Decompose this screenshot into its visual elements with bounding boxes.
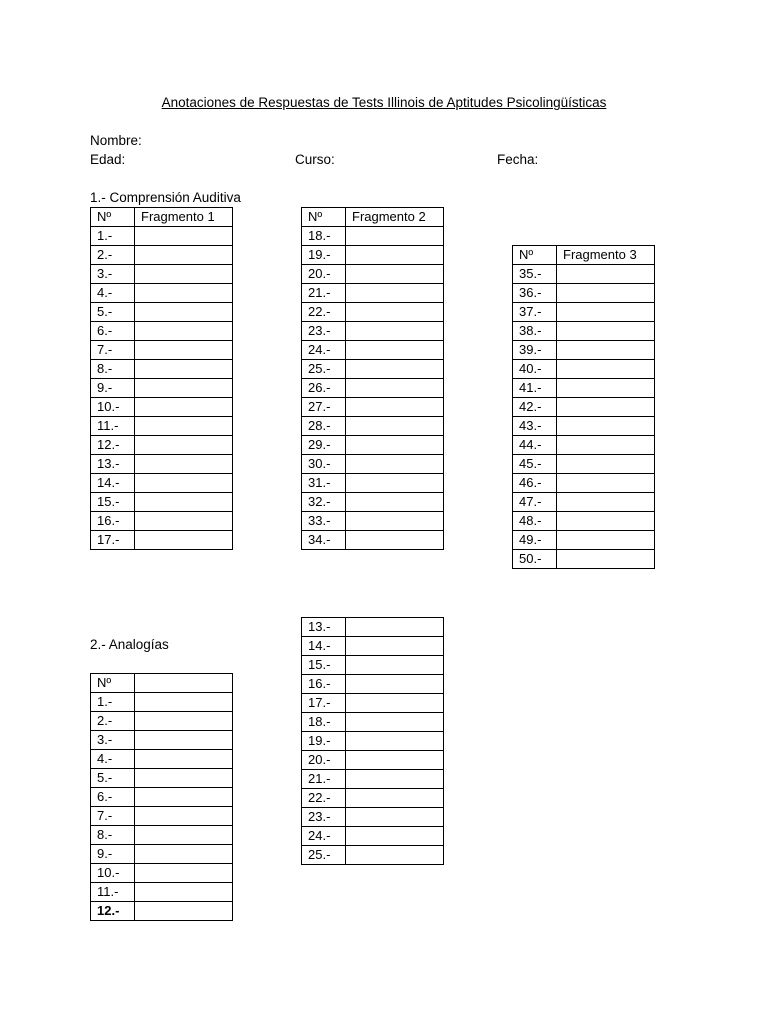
item-number-cell: 17.- bbox=[91, 531, 135, 550]
answer-cell[interactable] bbox=[557, 455, 655, 474]
table-row bbox=[302, 398, 444, 417]
answer-cell[interactable] bbox=[135, 379, 233, 398]
table-row bbox=[302, 265, 444, 284]
table-row bbox=[91, 246, 233, 265]
table-row bbox=[91, 474, 233, 493]
answer-cell[interactable] bbox=[135, 360, 233, 379]
answer-cell[interactable] bbox=[346, 284, 444, 303]
item-number-cell: 27.- bbox=[302, 398, 346, 417]
table-row bbox=[302, 284, 444, 303]
answer-cell[interactable] bbox=[135, 246, 233, 265]
item-number-cell: 19.- bbox=[302, 732, 346, 751]
item-number-cell: 20.- bbox=[302, 265, 346, 284]
header-number-cell: Nº bbox=[91, 674, 135, 693]
item-number-cell: 5.- bbox=[91, 303, 135, 322]
item-number-cell: 35.- bbox=[513, 265, 557, 284]
table-row bbox=[302, 493, 444, 512]
answer-cell[interactable] bbox=[135, 284, 233, 303]
answer-cell[interactable] bbox=[346, 512, 444, 531]
answer-cell[interactable] bbox=[346, 846, 444, 865]
table-row bbox=[91, 788, 233, 807]
table-row bbox=[91, 807, 233, 826]
table-row bbox=[91, 845, 233, 864]
item-number-cell: 22.- bbox=[302, 789, 346, 808]
item-number-cell: 18.- bbox=[302, 227, 346, 246]
item-number-cell: 19.- bbox=[302, 246, 346, 265]
answer-cell[interactable] bbox=[135, 398, 233, 417]
table-row bbox=[91, 493, 233, 512]
section1-heading: 1.- Comprensión Auditiva bbox=[90, 190, 241, 205]
answer-cell[interactable] bbox=[557, 531, 655, 550]
answer-cell[interactable] bbox=[135, 731, 233, 750]
item-number-cell: 49.- bbox=[513, 531, 557, 550]
table-row bbox=[302, 618, 444, 637]
fragment3-table bbox=[512, 245, 655, 569]
table-row bbox=[513, 493, 655, 512]
item-number-cell: 12.- bbox=[91, 436, 135, 455]
item-number-cell: 17.- bbox=[302, 694, 346, 713]
analogias-table-a bbox=[90, 673, 233, 921]
fecha-label: Fecha: bbox=[497, 152, 539, 167]
item-number-cell: 10.- bbox=[91, 398, 135, 417]
item-number-cell: 45.- bbox=[513, 455, 557, 474]
table-row bbox=[91, 693, 233, 712]
answer-cell[interactable] bbox=[135, 807, 233, 826]
item-number-cell: 5.- bbox=[91, 769, 135, 788]
item-number-cell: 3.- bbox=[91, 265, 135, 284]
item-number-cell: 37.- bbox=[513, 303, 557, 322]
table-row bbox=[91, 512, 233, 531]
table-row bbox=[302, 379, 444, 398]
item-number-cell: 36.- bbox=[513, 284, 557, 303]
table-row bbox=[91, 769, 233, 788]
table-row bbox=[91, 826, 233, 845]
answer-cell[interactable] bbox=[346, 656, 444, 675]
item-number-cell: 24.- bbox=[302, 341, 346, 360]
table-row bbox=[302, 789, 444, 808]
item-number-cell: 50.- bbox=[513, 550, 557, 569]
item-number-cell: 22.- bbox=[302, 303, 346, 322]
table-row bbox=[302, 770, 444, 789]
answer-cell[interactable] bbox=[135, 474, 233, 493]
item-number-cell: 42.- bbox=[513, 398, 557, 417]
table-header-row bbox=[91, 674, 233, 693]
document-title: Anotaciones de Respuestas de Tests Illinois de Aptitudes Psicolingüísticas bbox=[161, 95, 607, 110]
table-row bbox=[302, 846, 444, 865]
answer-cell[interactable] bbox=[135, 512, 233, 531]
item-number-cell: 9.- bbox=[91, 845, 135, 864]
answer-cell[interactable] bbox=[135, 750, 233, 769]
table-row bbox=[513, 265, 655, 284]
answer-cell[interactable] bbox=[346, 789, 444, 808]
header-label-cell: Fragmento 3 bbox=[557, 246, 655, 265]
table-row bbox=[513, 398, 655, 417]
answer-cell[interactable] bbox=[346, 827, 444, 846]
item-number-cell: 15.- bbox=[91, 493, 135, 512]
table-row bbox=[302, 303, 444, 322]
answer-cell[interactable] bbox=[135, 493, 233, 512]
answer-cell[interactable] bbox=[346, 618, 444, 637]
table-row bbox=[513, 360, 655, 379]
table-row bbox=[513, 379, 655, 398]
analogias-table-b bbox=[301, 617, 444, 865]
fragment2-table bbox=[301, 207, 444, 550]
answer-cell[interactable] bbox=[557, 417, 655, 436]
answer-cell[interactable] bbox=[557, 284, 655, 303]
item-number-cell: 14.- bbox=[91, 474, 135, 493]
item-number-cell: 23.- bbox=[302, 808, 346, 827]
answer-cell[interactable] bbox=[346, 265, 444, 284]
table-row bbox=[513, 531, 655, 550]
answer-cell[interactable] bbox=[346, 732, 444, 751]
table-row bbox=[513, 455, 655, 474]
table-row bbox=[513, 341, 655, 360]
section2-heading: 2.- Analogías bbox=[90, 637, 169, 652]
answer-cell[interactable] bbox=[557, 512, 655, 531]
edad-label: Edad: bbox=[90, 152, 126, 167]
item-number-cell: 25.- bbox=[302, 846, 346, 865]
table-row bbox=[302, 732, 444, 751]
table-row bbox=[302, 827, 444, 846]
answer-cell[interactable] bbox=[557, 398, 655, 417]
answer-cell[interactable] bbox=[135, 436, 233, 455]
answer-cell[interactable] bbox=[557, 379, 655, 398]
header-label-cell: Fragmento 1 bbox=[135, 208, 233, 227]
answer-cell[interactable] bbox=[135, 455, 233, 474]
table-row bbox=[302, 227, 444, 246]
item-number-cell: 4.- bbox=[91, 284, 135, 303]
answer-cell[interactable] bbox=[135, 531, 233, 550]
item-number-cell: 40.- bbox=[513, 360, 557, 379]
item-number-cell: 2.- bbox=[91, 246, 135, 265]
table-row bbox=[91, 436, 233, 455]
item-number-cell: 29.- bbox=[302, 436, 346, 455]
answer-cell[interactable] bbox=[346, 227, 444, 246]
item-number-cell: 34.- bbox=[302, 531, 346, 550]
item-number-cell: 13.- bbox=[91, 455, 135, 474]
table-row bbox=[513, 474, 655, 493]
table-row bbox=[91, 883, 233, 902]
answer-cell[interactable] bbox=[346, 417, 444, 436]
answer-cell[interactable] bbox=[557, 341, 655, 360]
item-number-cell: 18.- bbox=[302, 713, 346, 732]
item-number-cell: 11.- bbox=[91, 883, 135, 902]
answer-cell[interactable] bbox=[346, 808, 444, 827]
answer-cell[interactable] bbox=[135, 902, 233, 921]
table-row bbox=[513, 303, 655, 322]
table-row bbox=[513, 284, 655, 303]
item-number-cell: 10.- bbox=[91, 864, 135, 883]
answer-cell[interactable] bbox=[557, 360, 655, 379]
answer-cell[interactable] bbox=[346, 493, 444, 512]
answer-cell[interactable] bbox=[135, 712, 233, 731]
answer-cell[interactable] bbox=[346, 379, 444, 398]
table-row bbox=[302, 341, 444, 360]
item-number-cell: 38.- bbox=[513, 322, 557, 341]
item-number-cell: 26.- bbox=[302, 379, 346, 398]
answer-cell[interactable] bbox=[135, 845, 233, 864]
answer-cell[interactable] bbox=[135, 693, 233, 712]
answer-cell[interactable] bbox=[346, 751, 444, 770]
item-number-cell: 32.- bbox=[302, 493, 346, 512]
item-number-cell: 11.- bbox=[91, 417, 135, 436]
answer-cell[interactable] bbox=[557, 322, 655, 341]
table-row bbox=[513, 512, 655, 531]
table-row bbox=[91, 712, 233, 731]
header-number-cell: Nº bbox=[302, 208, 346, 227]
table-row bbox=[302, 417, 444, 436]
answer-cell[interactable] bbox=[346, 398, 444, 417]
table-row bbox=[91, 341, 233, 360]
item-number-cell: 8.- bbox=[91, 826, 135, 845]
table-row bbox=[91, 902, 233, 921]
answer-cell[interactable] bbox=[346, 675, 444, 694]
item-number-cell: 28.- bbox=[302, 417, 346, 436]
answer-cell[interactable] bbox=[346, 637, 444, 656]
item-number-cell: 20.- bbox=[302, 751, 346, 770]
table-row bbox=[302, 637, 444, 656]
item-number-cell: 7.- bbox=[91, 807, 135, 826]
table-header-row bbox=[302, 208, 444, 227]
item-number-cell: 48.- bbox=[513, 512, 557, 531]
answer-cell[interactable] bbox=[346, 360, 444, 379]
answer-cell[interactable] bbox=[557, 303, 655, 322]
item-number-cell: 15.- bbox=[302, 656, 346, 675]
header-number-cell: Nº bbox=[513, 246, 557, 265]
table-header-row bbox=[513, 246, 655, 265]
answer-cell[interactable] bbox=[135, 826, 233, 845]
item-number-cell: 16.- bbox=[91, 512, 135, 531]
fragment1-table bbox=[90, 207, 233, 550]
item-number-cell: 1.- bbox=[91, 227, 135, 246]
answer-cell[interactable] bbox=[346, 436, 444, 455]
answer-cell[interactable] bbox=[346, 303, 444, 322]
item-number-cell: 2.- bbox=[91, 712, 135, 731]
answer-cell[interactable] bbox=[557, 550, 655, 569]
answer-cell[interactable] bbox=[346, 474, 444, 493]
table-row bbox=[302, 751, 444, 770]
item-number-cell: 23.- bbox=[302, 322, 346, 341]
table-row bbox=[302, 360, 444, 379]
table-row bbox=[91, 265, 233, 284]
table-row bbox=[302, 322, 444, 341]
item-number-cell: 25.- bbox=[302, 360, 346, 379]
item-number-cell: 16.- bbox=[302, 675, 346, 694]
item-number-cell: 3.- bbox=[91, 731, 135, 750]
answer-cell[interactable] bbox=[346, 322, 444, 341]
table-row bbox=[513, 436, 655, 455]
table-row bbox=[302, 474, 444, 493]
header-number-cell: Nº bbox=[91, 208, 135, 227]
item-number-cell: 39.- bbox=[513, 341, 557, 360]
table-row bbox=[91, 303, 233, 322]
table-row bbox=[91, 360, 233, 379]
answer-cell[interactable] bbox=[346, 455, 444, 474]
answer-cell[interactable] bbox=[346, 694, 444, 713]
table-row bbox=[302, 455, 444, 474]
answer-cell[interactable] bbox=[346, 246, 444, 265]
item-number-cell: 21.- bbox=[302, 770, 346, 789]
item-number-cell: 14.- bbox=[302, 637, 346, 656]
table-row bbox=[302, 512, 444, 531]
table-row bbox=[302, 675, 444, 694]
table-row bbox=[302, 808, 444, 827]
header-label-cell bbox=[135, 674, 233, 693]
item-number-cell: 24.- bbox=[302, 827, 346, 846]
answer-cell[interactable] bbox=[557, 265, 655, 284]
nombre-label: Nombre: bbox=[90, 133, 142, 148]
table-header-row bbox=[91, 208, 233, 227]
table-row bbox=[302, 713, 444, 732]
answer-cell[interactable] bbox=[135, 417, 233, 436]
answer-cell[interactable] bbox=[557, 474, 655, 493]
table-row bbox=[513, 322, 655, 341]
answer-cell[interactable] bbox=[135, 265, 233, 284]
answer-cell[interactable] bbox=[135, 883, 233, 902]
table-row bbox=[302, 656, 444, 675]
table-row bbox=[91, 322, 233, 341]
item-number-cell: 47.- bbox=[513, 493, 557, 512]
item-number-cell: 41.- bbox=[513, 379, 557, 398]
table-row bbox=[91, 417, 233, 436]
answer-cell[interactable] bbox=[135, 227, 233, 246]
item-number-cell: 12.- bbox=[91, 902, 135, 921]
item-number-cell: 31.- bbox=[302, 474, 346, 493]
header-label-cell: Fragmento 2 bbox=[346, 208, 444, 227]
table-row bbox=[302, 694, 444, 713]
table-row bbox=[91, 284, 233, 303]
item-number-cell: 8.- bbox=[91, 360, 135, 379]
item-number-cell: 6.- bbox=[91, 322, 135, 341]
table-row bbox=[91, 750, 233, 769]
item-number-cell: 21.- bbox=[302, 284, 346, 303]
table-row bbox=[302, 436, 444, 455]
table-row bbox=[302, 246, 444, 265]
answer-cell[interactable] bbox=[557, 436, 655, 455]
table-row bbox=[91, 731, 233, 750]
answer-cell[interactable] bbox=[135, 769, 233, 788]
table-row bbox=[91, 227, 233, 246]
answer-cell[interactable] bbox=[135, 864, 233, 883]
item-number-cell: 7.- bbox=[91, 341, 135, 360]
item-number-cell: 43.- bbox=[513, 417, 557, 436]
table-row bbox=[513, 417, 655, 436]
answer-cell[interactable] bbox=[346, 770, 444, 789]
item-number-cell: 30.- bbox=[302, 455, 346, 474]
answer-cell[interactable] bbox=[557, 493, 655, 512]
table-row bbox=[91, 455, 233, 474]
answer-cell[interactable] bbox=[135, 788, 233, 807]
answer-cell[interactable] bbox=[135, 341, 233, 360]
item-number-cell: 1.- bbox=[91, 693, 135, 712]
item-number-cell: 33.- bbox=[302, 512, 346, 531]
table-row bbox=[91, 379, 233, 398]
table-row bbox=[91, 864, 233, 883]
item-number-cell: 9.- bbox=[91, 379, 135, 398]
table-row bbox=[91, 531, 233, 550]
answer-cell[interactable] bbox=[346, 713, 444, 732]
answer-cell[interactable] bbox=[135, 322, 233, 341]
table-row bbox=[302, 531, 444, 550]
item-number-cell: 6.- bbox=[91, 788, 135, 807]
item-number-cell: 46.- bbox=[513, 474, 557, 493]
table-row bbox=[513, 550, 655, 569]
item-number-cell: 13.- bbox=[302, 618, 346, 637]
curso-label: Curso: bbox=[295, 152, 335, 167]
item-number-cell: 4.- bbox=[91, 750, 135, 769]
answer-cell[interactable] bbox=[135, 303, 233, 322]
answer-cell[interactable] bbox=[346, 341, 444, 360]
answer-cell[interactable] bbox=[346, 531, 444, 550]
table-row bbox=[91, 398, 233, 417]
item-number-cell: 44.- bbox=[513, 436, 557, 455]
